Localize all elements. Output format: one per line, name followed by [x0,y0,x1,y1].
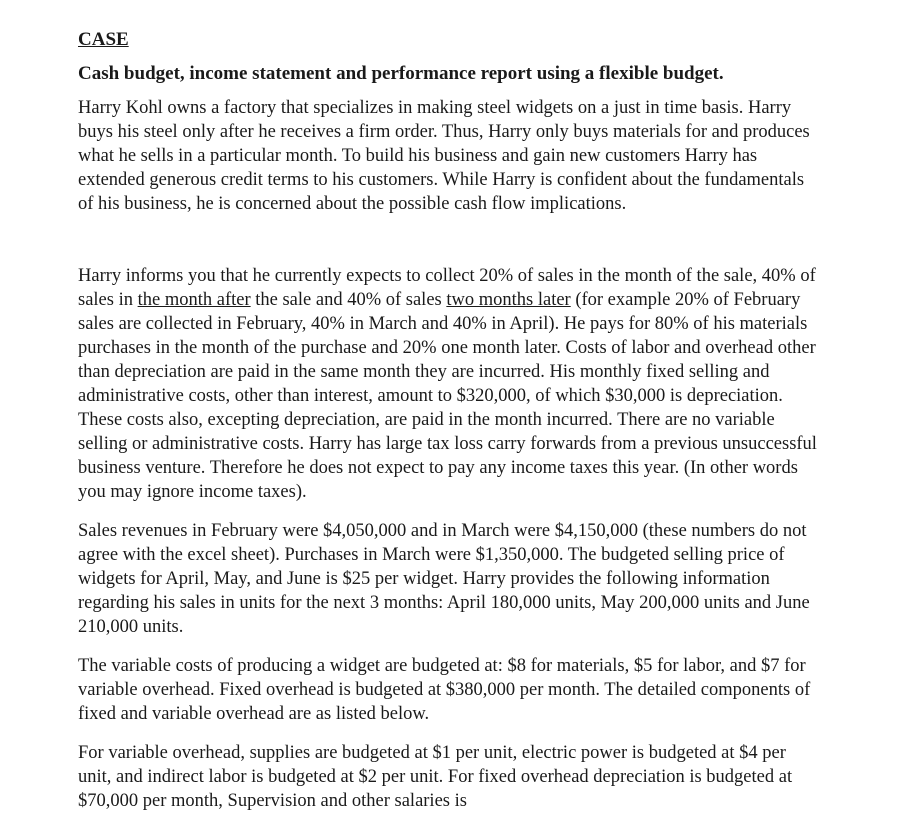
paragraph-overhead-components: For variable overhead, supplies are budgeted at $1 per unit, electric power is budgeted at $4 per unit, and indirect labor is budgeted at $2 per unit. For fixed overhead depreciation is budgeted at $70,000 per month, Supervision and other salaries is [78,743,793,811]
case-subtitle: Cash budget, income statement and performance report using a flexible budget. [78,63,724,84]
document-page [78,28,818,813]
underlined-month-after: the month after [137,290,251,310]
paragraph-variable-costs: The variable costs of producing a widget are budgeted at: $8 for materials, $5 for labor, and $7 for variable overhead. Fixed overhead is budgeted at $380,000 per month. The detailed components of fixed and variable overhead are as listed below. [78,656,811,724]
paragraph-collections-text-c: (for example 20% of February sales are collected in February, 40% in March and 40% in April). He pays for 80% of his materials purchases in the month of the purchase and 20% one month later. Costs of labor and overhead other than depreciation are paid in the same month they are incurred. His monthly fixed selling and administrative costs, other than interest, amount to $320,000, of which $30,000 is depreciation. These costs also, excepting depreciation, are paid in the month incurred. There are no variable selling or administrative costs. Harry has large tax loss carry forwards from a previous unsuccessful business venture. Therefore he does not expect to pay any income taxes this year. (In other words you may ignore income taxes). [78,290,817,502]
paragraph-collections [78,264,818,504]
underlined-two-months-later: two months later [446,290,571,310]
paragraph-collections-text-b: the sale and 40% of sales [250,290,447,310]
paragraph-collections-text-a: Harry informs you that he currently expects to collect 20% of sales in the month of the sale, 40% of sales in [78,266,816,310]
paragraph-sales-revenues: Sales revenues in February were $4,050,000 and in March were $4,150,000 (these numbers do not agree with the excel sheet). Purchases in March were $1,350,000. The budgeted selling price of widgets for April, May, and June is $25 per widget. Harry provides the following information regarding his sales in units for the next 3 months: April 180,000 units, May 200,000 units and June 210,000 units. [78,521,810,637]
case-heading: CASE [78,29,129,50]
paragraph-intro: Harry Kohl owns a factory that specializes in making steel widgets on a just in time basis. Harry buys his steel only after he receives a firm order. Thus, Harry only buys materials for and produces what he sells in a particular month. To build his business and gain new customers Harry has extended generous credit terms to his customers. While Harry is confident about the fundamentals of his business, he is concerned about the possible cash flow implications. [78,98,810,214]
